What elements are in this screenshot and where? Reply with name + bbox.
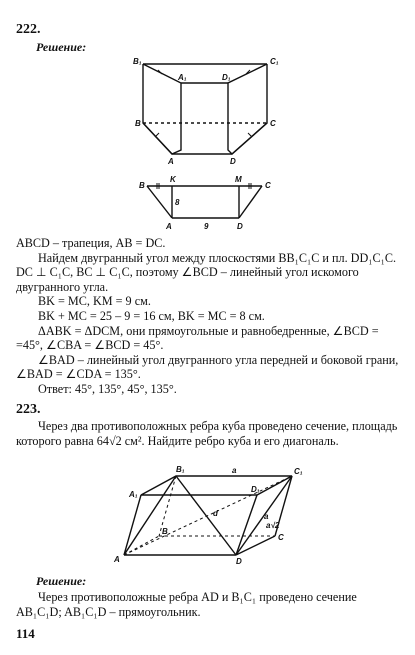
solution-label-223: Решение: xyxy=(36,574,87,588)
line-7: Ответ: 45°, 135°, 45°, 135°. xyxy=(38,381,177,396)
page-number: 114 xyxy=(16,626,35,641)
line-4: BK + MC = 25 – 9 = 16 см, BK = MC = 8 см. xyxy=(38,308,265,323)
line-6: ∠BAD – линейный угол двугранного угла передней и боковой грани, ∠BAD = ∠CDA = 135°. xyxy=(16,352,399,382)
cube-label-b1: B₁ xyxy=(176,466,185,474)
cube-label-a-side: a xyxy=(264,512,269,521)
fig2-label-a: A xyxy=(166,222,172,231)
fig1-label-d1: D₁ xyxy=(222,73,231,82)
fig1-label-a: A xyxy=(168,157,174,166)
fig1-label-c: C xyxy=(270,119,276,128)
fig1-label-a1: A₁ xyxy=(178,73,187,82)
figure-trapezoid xyxy=(0,172,415,234)
fig2-label-k: K xyxy=(170,175,176,184)
cube-label-d-vertex: D xyxy=(236,557,242,566)
fig2-label-m: M xyxy=(235,175,242,184)
cube-label-d: d xyxy=(213,509,218,518)
fig2-label-d: D xyxy=(237,222,243,231)
cube-label-c: C xyxy=(278,533,284,542)
fig2-label-9: 9 xyxy=(204,222,209,231)
problem-223-number: 223. xyxy=(16,402,41,417)
line-5: ΔABK = ΔDCM, они прямоугольные и равнобедренные, ∠BCD = =45°, ∠CBA = ∠BCD = 45°. xyxy=(16,323,379,353)
cube-label-d1: D₁ xyxy=(251,485,260,494)
fig2-label-b: B xyxy=(139,181,145,190)
fig1-label-b: B xyxy=(135,119,141,128)
problem-223-statement: Через два противоположных ребра куба проведено сечение, площадь которого равна 64√2 см². Найдите ребро куба и его диагональ. xyxy=(16,419,398,448)
cube-label-a: A xyxy=(114,555,120,564)
fig1-label-c1: C₁ xyxy=(270,57,279,66)
solution-223-text: Через противоположные ребра AD и B₁C₁ проведено сечение AB₁C₁D; AB₁C₁D – прямоугольник. xyxy=(16,590,357,619)
cube-label-a-top: a xyxy=(232,466,237,475)
solution-222-body xyxy=(16,236,400,397)
solution-label-222: Решение: xyxy=(36,40,87,54)
problem-222-number: 222. xyxy=(16,22,41,37)
cube-label-c1: C₁ xyxy=(294,467,303,476)
cube-label-a1: A₁ xyxy=(129,490,138,499)
fig2-label-c: C xyxy=(265,181,271,190)
line-3: BK = MC, KM = 9 см. xyxy=(38,294,151,309)
fig1-label-b1: B₁ xyxy=(133,57,142,66)
line-1: ABCD – трапеция, AB = DC. xyxy=(16,236,166,250)
line-2: Найдем двугранный угол между плоскостями BB₁C₁C и пл. DD₁C₁C. DC ⊥ C₁C, BC ⊥ C₁C, поэтому ∠BCD – линейный угол искомого двугранного угла. xyxy=(16,250,397,294)
fig2-label-8: 8 xyxy=(175,198,180,207)
figure-cube xyxy=(0,466,415,566)
fig1-label-d: D xyxy=(230,157,236,166)
cube-label-a-sqrt2: a√2 xyxy=(266,521,280,530)
cube-label-b: B xyxy=(162,527,168,536)
figure-prism xyxy=(0,50,415,170)
